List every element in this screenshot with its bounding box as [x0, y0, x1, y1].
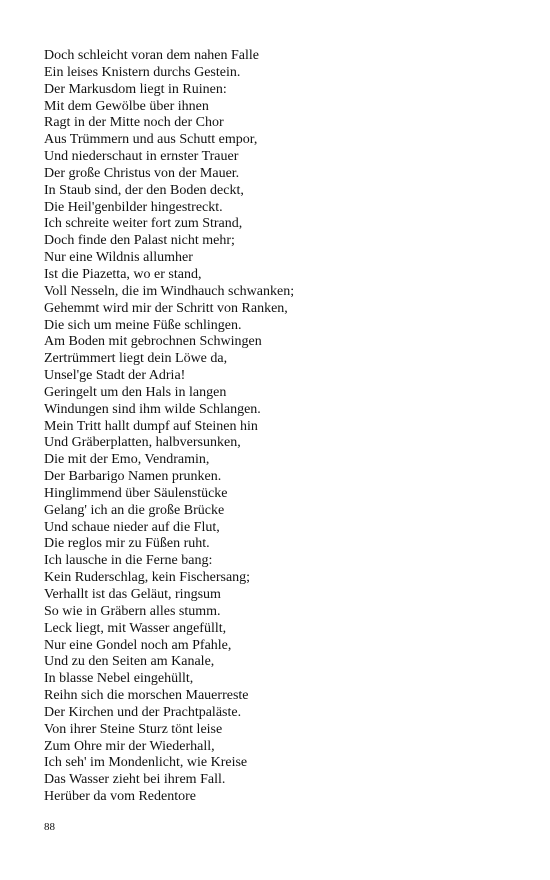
poem-line: Der Barbarigo Namen prunken.	[44, 469, 222, 485]
poem-line: Und Gräberplatten, halbversunken,	[44, 435, 241, 451]
poem-text	[44, 48, 294, 806]
poem-line: So wie in Gräbern alles stumm.	[44, 603, 221, 619]
poem-line: Gelang' ich an die große Brücke	[44, 502, 225, 518]
poem-line: Voll Nesseln, die im Windhauch schwanken;	[44, 283, 295, 299]
poem-line: Mit dem Gewölbe über ihnen	[44, 98, 209, 114]
poem-line: Doch finde den Palast nicht mehr;	[44, 233, 235, 249]
poem-line: Ist die Piazetta, wo er stand,	[44, 266, 202, 282]
poem-line: In blasse Nebel eingehüllt,	[44, 671, 194, 687]
poem-line: Der große Christus von der Mauer.	[44, 165, 240, 181]
poem-line: Doch schleicht voran dem nahen Falle	[44, 48, 259, 63]
poem-line: Verhallt ist das Geläut, ringsum	[44, 587, 221, 602]
poem-line: Das Wasser zieht bei ihrem Fall.	[44, 772, 226, 788]
poem-line: Mein Tritt hallt dumpf auf Steinen hin	[44, 418, 258, 434]
poem-line: Windungen sind ihm wilde Schlangen.	[44, 401, 261, 417]
poem-line: Ein leises Knistern durchs Gestein.	[44, 64, 241, 80]
poem-line: Herüber da vom Redentore	[44, 789, 196, 805]
poem-line: Nur eine Gondel noch am Pfahle,	[44, 637, 232, 653]
poem-line: Ich seh' im Mondenlicht, wie Kreise	[44, 755, 248, 771]
poem-line: Und niederschaut in ernster Trauer	[44, 149, 239, 165]
poem-line: Die mit der Emo, Vendramin,	[44, 452, 210, 468]
poem-line: Reihn sich die morschen Mauerreste	[44, 688, 249, 704]
poem-line: Gehemmt wird mir der Schritt von Ranken,	[44, 300, 288, 316]
poem-line: Die sich um meine Füße schlingen.	[44, 317, 242, 333]
poem-line: Ragt in der Mitte noch der Chor	[44, 115, 224, 131]
poem-line: Von ihrer Steine Sturz tönt leise	[44, 721, 223, 737]
poem-line: Unsel'ge Stadt der Adria!	[44, 368, 186, 384]
poem-line: Zum Ohre mir der Wiederhall,	[44, 738, 215, 754]
poem-line: Die Heil'genbilder hingestreckt.	[44, 199, 223, 215]
poem-line: Und zu den Seiten am Kanale,	[44, 654, 215, 670]
poem-line: Leck liegt, mit Wasser angefüllt,	[44, 620, 227, 636]
poem-line: Hinglimmend über Säulenstücke	[44, 485, 228, 501]
poem-line: Kein Ruderschlag, kein Fischersang;	[44, 570, 251, 586]
poem-line: Die reglos mir zu Füßen ruht.	[44, 536, 210, 552]
poem-line: Der Kirchen und der Prachtpaläste.	[44, 704, 242, 720]
poem-line: Am Boden mit gebrochnen Schwingen	[44, 334, 262, 350]
poem-line: Geringelt um den Hals in langen	[44, 384, 227, 400]
poem-line: Ich schreite weiter fort zum Strand,	[44, 216, 243, 232]
poem-line: Zertrümmert liegt dein Löwe da,	[44, 351, 228, 367]
poem-line: In Staub sind, der den Boden deckt,	[44, 182, 244, 198]
page-number: 88	[44, 821, 55, 833]
poem-line: Aus Trümmern und aus Schutt empor,	[44, 132, 258, 148]
poem-line: Der Markusdom liegt in Ruinen:	[44, 81, 227, 97]
poem-line: Nur eine Wildnis allumher	[44, 250, 193, 266]
poem-line: Und schaue nieder auf die Flut,	[44, 519, 220, 535]
poem-line: Ich lausche in die Ferne bang:	[44, 553, 213, 569]
